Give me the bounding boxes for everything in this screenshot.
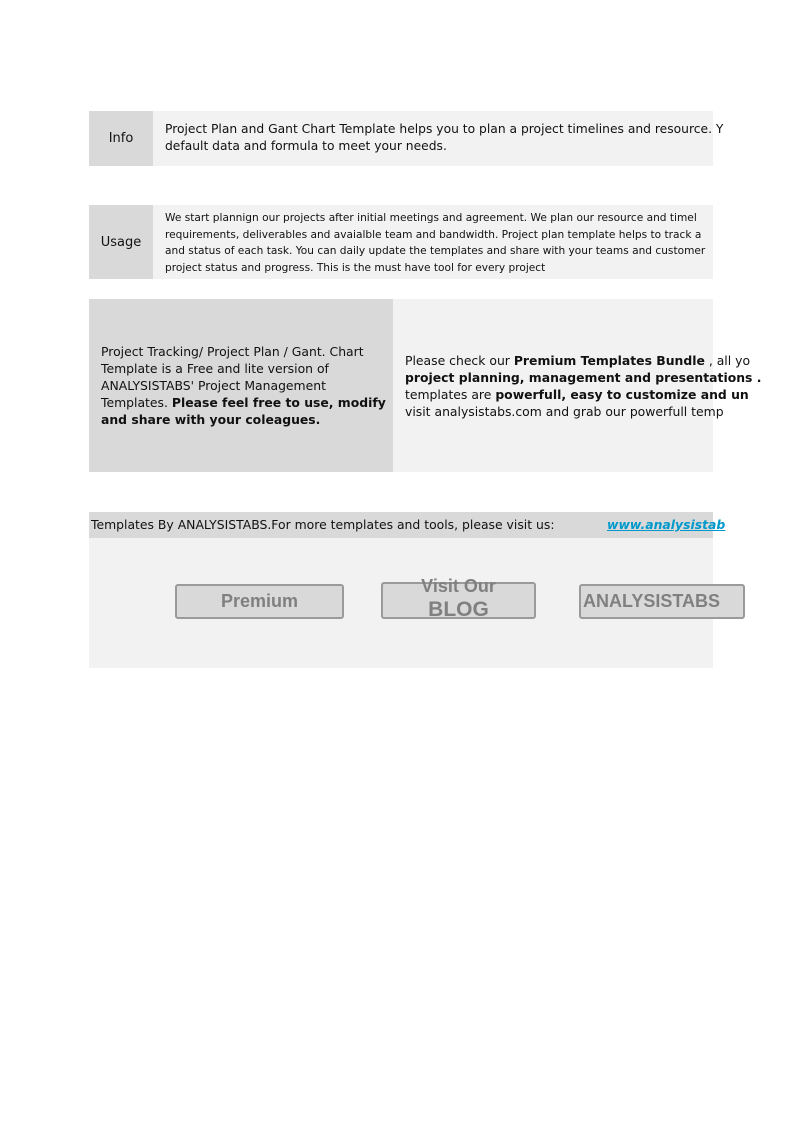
usage-line-3: and status of each task. You can daily update the templates and share with your teams and customer	[165, 245, 706, 257]
info-body	[153, 111, 724, 166]
promo-right-line-2	[405, 369, 761, 386]
visit-blog-button[interactable]	[381, 576, 536, 621]
premium-button[interactable]: Premium	[175, 584, 344, 619]
promo-left-plain: Project Tracking/ Project Plan / Gant. Chart Template is a Free and lite version of ANALYSISTABS' Project Management Templates.	[101, 344, 364, 410]
promo-right-line-1	[405, 352, 761, 369]
usage-label: Usage	[89, 205, 153, 279]
usage-line-4: project status and progress. This is the must have tool for every project	[165, 261, 546, 274]
promo-right-line-1b: Premium Templates Bundle	[513, 353, 705, 368]
info-line-1: Project Plan and Gant Chart Template helps you to plan a project timelines and resource. Y	[165, 122, 724, 136]
usage-line-1: We start plannign our projects after initial meetings and agreement. We plan our resource and timel	[165, 212, 697, 224]
info-label: Info	[89, 111, 153, 166]
footer-section	[89, 512, 726, 668]
promo-left-text	[101, 343, 386, 428]
usage-body	[153, 205, 713, 279]
info-line-2: default data and formula to meet your needs.	[165, 139, 447, 153]
info-text	[165, 121, 723, 155]
promo-left-cell	[89, 299, 393, 472]
website-link[interactable]: www.analysistab	[607, 517, 726, 532]
promo-left-bold: Please feel free to use, modify and share with your coleagues.	[101, 395, 386, 427]
promo-section	[89, 299, 762, 472]
promo-right-line-3a: templates are	[405, 387, 496, 402]
promo-right-line-1c: , all yo	[704, 353, 751, 368]
promo-right-line-4: visit analysistabs.com and grab our powerfull temp	[405, 404, 724, 419]
promo-right-text	[405, 352, 761, 420]
visit-blog-line-2: BLOG	[428, 598, 489, 621]
promo-right-cell	[393, 299, 762, 472]
info-section	[89, 111, 724, 166]
promo-right-line-1a: Please check our	[405, 353, 514, 368]
usage-line-2: requirements, deliverables and avaialble team and bandwidth. Project plan template helps to track a	[165, 228, 702, 241]
promo-right-line-2b: project planning, management and presentations .	[405, 370, 762, 385]
footer-text: Templates By ANALYSISTABS.For more templates and tools, please visit us:	[91, 517, 555, 532]
analysistabs-button[interactable]: ANALYSISTABS	[579, 584, 745, 619]
usage-section	[89, 205, 713, 279]
footer-bar	[89, 512, 726, 538]
promo-right-line-3b: powerfull, easy to customize and un	[495, 387, 749, 402]
visit-blog-line-1: Visit Our	[421, 576, 496, 596]
promo-right-line-3	[405, 386, 761, 403]
usage-text	[165, 210, 705, 276]
